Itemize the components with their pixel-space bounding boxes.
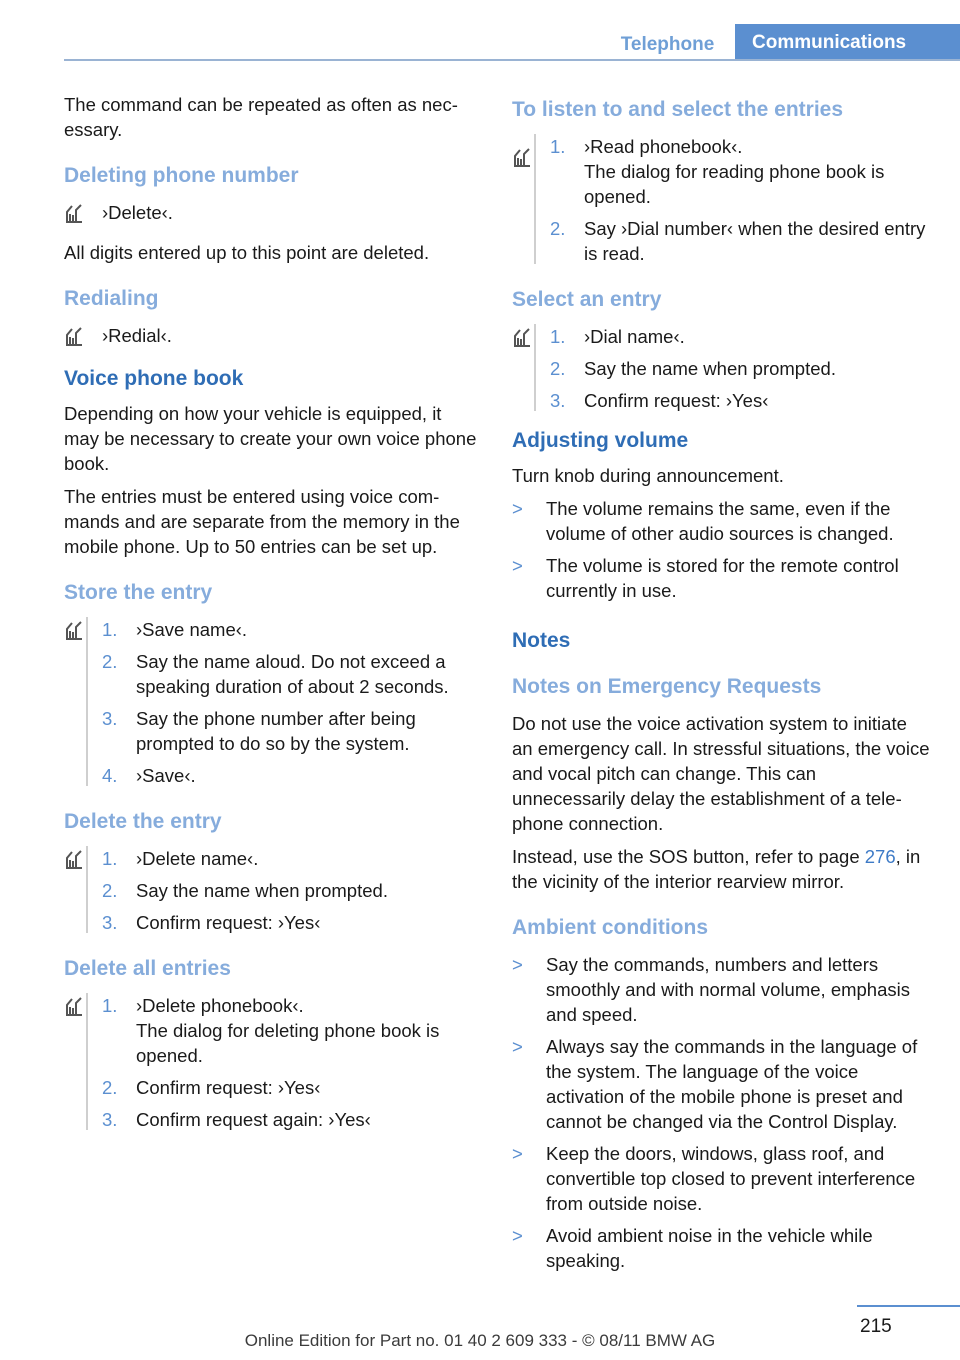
heading-redialing: Redialing: [64, 287, 159, 310]
step-text: [584, 134, 930, 209]
step-number: 3.: [102, 708, 118, 729]
step-number: 2.: [102, 651, 118, 672]
footer-rule: [857, 1305, 960, 1307]
step-command: ›Delete phonebook‹.: [136, 995, 304, 1016]
voice-command-icon: [64, 848, 84, 870]
arrow-bullet-icon: >: [512, 1143, 523, 1164]
step-text: Confirm request: ›Yes‹: [584, 390, 769, 411]
step: [550, 134, 930, 209]
voice-command-icon: [64, 325, 84, 347]
heading-listen-select: To listen to and select the entries: [512, 98, 844, 121]
voice-steps-delete-all: [64, 993, 479, 1132]
heading-voice-phone-book: Voice phone book: [64, 367, 244, 390]
arrow-bullet-icon: >: [512, 555, 523, 576]
step-number: 3.: [102, 912, 118, 933]
step-number: 4.: [102, 765, 118, 786]
emergency-para-2: [512, 844, 930, 894]
step-text: ›Dial name‹.: [584, 326, 685, 347]
deleting-text: All digits entered up to this point are deleted.: [64, 242, 430, 263]
bullet-item: [512, 1141, 930, 1216]
bullet-item: [512, 496, 930, 546]
step-number: 1.: [550, 326, 566, 347]
emergency-text-b: , in the vicinity of the interior rearview mirror.: [512, 846, 921, 892]
step-number: 2.: [102, 1077, 118, 1098]
step: [550, 216, 930, 266]
heading-deleting-number: Deleting phone number: [64, 164, 299, 187]
bullet-text: The volume remains the same, even if the volume of other audio sources is changed.: [546, 498, 894, 544]
step: [550, 324, 930, 349]
step-number: 2.: [550, 218, 566, 239]
voice-cmd-delete: ›Delete‹.: [102, 202, 173, 223]
arrow-bullet-icon: >: [512, 498, 523, 519]
header-chapter-tab: Communications: [735, 24, 960, 61]
heading-store-entry: Store the entry: [64, 581, 213, 604]
step-number: 1.: [550, 136, 566, 157]
right-column: [512, 92, 930, 1280]
step: [102, 878, 479, 903]
page-link[interactable]: 276: [864, 846, 896, 867]
voice-command-icon: [64, 619, 84, 641]
voice-command: [64, 200, 479, 228]
bullet-item: [512, 1223, 930, 1273]
volume-text: Turn knob during announcement.: [512, 465, 784, 486]
bullet-text: Keep the doors, windows, glass roof, and convertible top closed to prevent interference from outside noise.: [546, 1143, 916, 1214]
voice-command: [64, 323, 479, 351]
emergency-para-1: Do not use the voice activation system to initiate an emergency call. In stressful situations, the voice and vocal pitch can change. This can unnecessarily delay the establishment of a telephone connection.: [512, 713, 930, 834]
step-number: 2.: [102, 880, 118, 901]
heading-adjusting-volume: Adjusting volume: [512, 429, 689, 452]
step: [102, 617, 479, 642]
step-text: Say the name when prompted.: [136, 880, 388, 901]
step-text: Say the name when prompted.: [584, 358, 836, 379]
voice-command-icon: [512, 146, 532, 168]
step: [102, 649, 479, 699]
step-text: Confirm request: ›Yes‹: [136, 1077, 321, 1098]
step: [102, 1107, 479, 1132]
arrow-bullet-icon: >: [512, 1225, 523, 1246]
step: [102, 846, 479, 871]
arrow-bullet-icon: >: [512, 954, 523, 975]
step-number: 1.: [102, 848, 118, 869]
step-number: 3.: [550, 390, 566, 411]
step-text: [136, 993, 479, 1068]
bullet-item: [512, 952, 930, 1027]
step: [102, 763, 479, 788]
page-number: 215: [860, 1316, 892, 1337]
step-text: Say the phone number after being prompted to do so by the system.: [136, 708, 416, 754]
voice-cmd-redial: ›Redial‹.: [102, 325, 172, 346]
step-text: Say ›Dial number‹ when the desired entry is read.: [584, 218, 926, 264]
book-para-1: Depending on how your vehicle is equipped, it may be necessary to create your own voice phone book.: [64, 403, 477, 474]
footer-edition: Online Edition for Part no. 01 40 2 609 333 - © 08/11 BMW AG: [244, 1331, 716, 1350]
header-section-tab: Telephone: [620, 34, 715, 55]
voice-command-icon: [64, 995, 84, 1017]
arrow-bullet-icon: >: [512, 1036, 523, 1057]
emergency-text-a: Instead, use the SOS button, refer to page: [512, 846, 865, 867]
step: [102, 706, 479, 756]
step-text: Confirm request again: ›Yes‹: [136, 1109, 371, 1130]
step-text: ›Save name‹.: [136, 619, 248, 640]
voice-command-icon: [64, 202, 84, 224]
book-para-2: The entries must be entered using voice commands and are separate from the memory in the mobile phone. Up to 50 entries can be set up.: [64, 486, 460, 557]
step: [102, 910, 479, 935]
header-rule: [64, 59, 960, 61]
bullet-text: Always say the commands in the language of the system. The language of the voice activation of the mobile phone is preset and cannot be changed via the Control Display.: [546, 1036, 918, 1132]
heading-select-entry: Select an entry: [512, 288, 662, 311]
step: [550, 388, 930, 413]
step: [550, 356, 930, 381]
step-subtext: The dialog for reading phone book is opened.: [584, 161, 885, 207]
heading-notes: Notes: [512, 629, 571, 652]
step-text: Say the name aloud. Do not exceed a speaking duration of about 2 seconds.: [136, 651, 449, 697]
step-number: 3.: [102, 1109, 118, 1130]
step-number: 1.: [102, 995, 118, 1016]
step-text: ›Delete name‹.: [136, 848, 259, 869]
voice-steps-store: [64, 617, 479, 788]
bullet-text: Say the commands, numbers and letters smoothly and with normal volume, emphasis and speed.: [546, 954, 910, 1025]
voice-command-icon: [512, 326, 532, 348]
bullet-text: Avoid ambient noise in the vehicle while speaking.: [546, 1225, 873, 1271]
bullet-text: The volume is stored for the remote control currently in use.: [546, 555, 899, 601]
voice-steps-delete: [64, 846, 479, 935]
heading-emergency: Notes on Emergency Requests: [512, 675, 822, 698]
heading-ambient: Ambient conditions: [512, 916, 708, 939]
heading-delete-entry: Delete the entry: [64, 810, 222, 833]
voice-steps-select: [512, 324, 930, 413]
step-command: ›Read phonebook‹.: [584, 136, 743, 157]
step-number: 1.: [102, 619, 118, 640]
intro-text: The command can be repeated as often as necessary.: [64, 94, 458, 140]
step: [102, 1075, 479, 1100]
voice-steps-listen: [512, 134, 930, 266]
step-number: 2.: [550, 358, 566, 379]
left-column: [64, 92, 479, 1144]
bullet-item: [512, 1034, 930, 1134]
heading-delete-all: Delete all entries: [64, 957, 231, 980]
bullet-item: [512, 553, 930, 603]
step-text: Confirm request: ›Yes‹: [136, 912, 321, 933]
step: [102, 993, 479, 1068]
step-text: ›Save‹.: [136, 765, 196, 786]
step-subtext: The dialog for deleting phone book is opened.: [136, 1020, 440, 1066]
